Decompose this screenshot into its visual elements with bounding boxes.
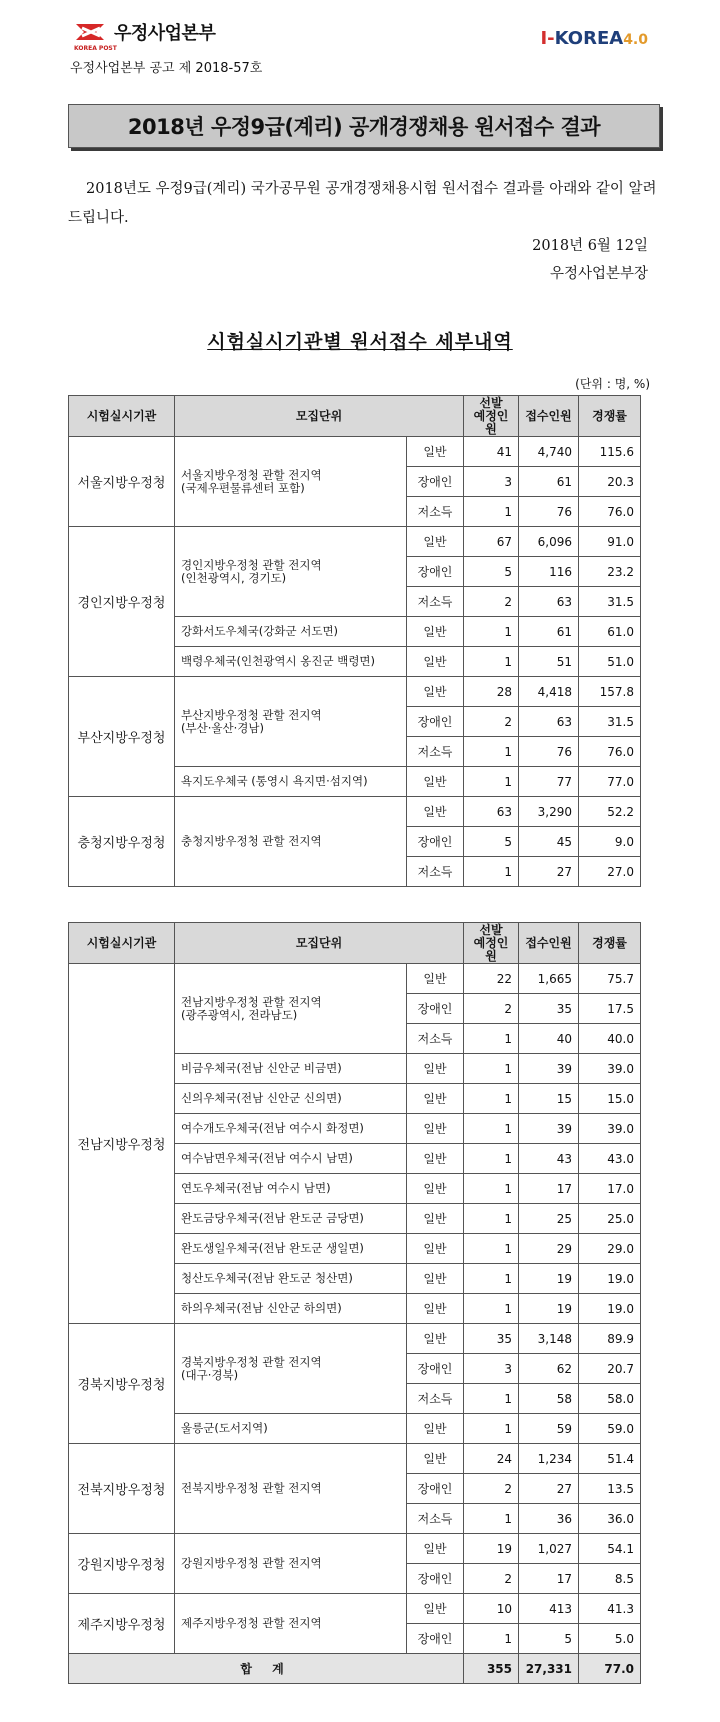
applicants-cell: 25 xyxy=(519,1204,579,1234)
type-cell: 저소득 xyxy=(407,587,464,617)
org-cell: 전남지방우정청 xyxy=(69,964,175,1324)
table-row xyxy=(69,797,641,827)
ratio-cell: 59.0 xyxy=(579,1414,641,1444)
type-cell: 저소득 xyxy=(407,1504,464,1534)
type-cell: 일반 xyxy=(407,527,464,557)
planned-cell: 1 xyxy=(464,1144,519,1174)
header-unit: 모집단위 xyxy=(175,923,464,964)
type-cell: 일반 xyxy=(407,437,464,467)
planned-cell: 67 xyxy=(464,527,519,557)
unit-cell: 완도금당우체국(전남 완도군 금당면) xyxy=(175,1204,407,1234)
type-cell: 장애인 xyxy=(407,1354,464,1384)
type-cell: 장애인 xyxy=(407,557,464,587)
total-planned: 355 xyxy=(464,1654,519,1684)
applicants-cell: 45 xyxy=(519,827,579,857)
applicants-cell: 59 xyxy=(519,1414,579,1444)
header-applicants: 접수인원 xyxy=(519,923,579,964)
unit-cell: 부산지방우정청 관할 전지역 (부산·울산·경남) xyxy=(175,677,407,767)
type-cell: 장애인 xyxy=(407,994,464,1024)
applicants-cell: 4,418 xyxy=(519,677,579,707)
document-body: 2018년도 우정9급(계리) 국가공무원 공개경쟁채용시험 원서접수 결과를 아래와 같이 알려드립니다. xyxy=(68,181,657,226)
planned-cell: 1 xyxy=(464,1414,519,1444)
applicants-cell: 36 xyxy=(519,1504,579,1534)
planned-cell: 1 xyxy=(464,1084,519,1114)
header-unit: 모집단위 xyxy=(175,396,464,437)
unit-cell: 경북지방우정청 관할 전지역 (대구·경북) xyxy=(175,1324,407,1414)
planned-cell: 1 xyxy=(464,1384,519,1414)
type-cell: 저소득 xyxy=(407,737,464,767)
header-org: 시험실시기관 xyxy=(69,396,175,437)
type-cell: 저소득 xyxy=(407,1024,464,1054)
document-date: 2018년 6월 12일 xyxy=(532,238,648,254)
ratio-cell: 8.5 xyxy=(579,1564,641,1594)
table-row xyxy=(69,1594,641,1624)
applicants-cell: 6,096 xyxy=(519,527,579,557)
table-row xyxy=(69,437,641,467)
type-cell: 장애인 xyxy=(407,707,464,737)
unit-cell: 울릉군(도서지역) xyxy=(175,1414,407,1444)
table-row xyxy=(69,1534,641,1564)
header-planned: 선발 예정인원 xyxy=(464,923,519,964)
planned-cell: 1 xyxy=(464,647,519,677)
applicants-cell: 1,027 xyxy=(519,1534,579,1564)
unit-cell: 전북지방우정청 관할 전지역 xyxy=(175,1444,407,1534)
ratio-cell: 43.0 xyxy=(579,1144,641,1174)
applicants-cell: 3,148 xyxy=(519,1324,579,1354)
type-cell: 일반 xyxy=(407,677,464,707)
unit-note: (단위 : 명, %) xyxy=(575,377,650,391)
ratio-cell: 31.5 xyxy=(579,587,641,617)
ratio-cell: 20.3 xyxy=(579,467,641,497)
type-cell: 일반 xyxy=(407,1534,464,1564)
notice-number: 우정사업본부 공고 제 2018-57호 xyxy=(70,61,263,76)
unit-cell: 경인지방우정청 관할 전지역 (인천광역시, 경기도) xyxy=(175,527,407,617)
total-ratio: 77.0 xyxy=(579,1654,641,1684)
header-ratio: 경쟁률 xyxy=(579,396,641,437)
planned-cell: 2 xyxy=(464,587,519,617)
ratio-cell: 61.0 xyxy=(579,617,641,647)
ratio-cell: 54.1 xyxy=(579,1534,641,1564)
applicants-cell: 19 xyxy=(519,1264,579,1294)
type-cell: 일반 xyxy=(407,767,464,797)
type-cell: 장애인 xyxy=(407,1474,464,1504)
applicants-cell: 5 xyxy=(519,1624,579,1654)
ratio-cell: 91.0 xyxy=(579,527,641,557)
applicants-cell: 76 xyxy=(519,497,579,527)
unit-cell: 전남지방우정청 관할 전지역 (광주광역시, 전라남도) xyxy=(175,964,407,1054)
applicants-cell: 17 xyxy=(519,1174,579,1204)
ratio-cell: 39.0 xyxy=(579,1114,641,1144)
ratio-cell: 76.0 xyxy=(579,737,641,767)
header-applicants: 접수인원 xyxy=(519,396,579,437)
type-cell: 일반 xyxy=(407,1414,464,1444)
applicants-cell: 76 xyxy=(519,737,579,767)
planned-cell: 5 xyxy=(464,557,519,587)
applicants-cell: 39 xyxy=(519,1114,579,1144)
table-header-row xyxy=(69,923,641,964)
type-cell: 장애인 xyxy=(407,1624,464,1654)
type-cell: 저소득 xyxy=(407,857,464,887)
applicants-cell: 61 xyxy=(519,617,579,647)
type-cell: 일반 xyxy=(407,1054,464,1084)
type-cell: 저소득 xyxy=(407,1384,464,1414)
type-cell: 일반 xyxy=(407,647,464,677)
type-cell: 일반 xyxy=(407,1594,464,1624)
ratio-cell: 15.0 xyxy=(579,1084,641,1114)
ratio-cell: 19.0 xyxy=(579,1294,641,1324)
table-row xyxy=(69,1324,641,1354)
table-row xyxy=(69,527,641,557)
results-table-1 xyxy=(68,395,641,887)
applicants-cell: 77 xyxy=(519,767,579,797)
applicants-cell: 40 xyxy=(519,1024,579,1054)
planned-cell: 28 xyxy=(464,677,519,707)
applicants-cell: 1,665 xyxy=(519,964,579,994)
applicants-cell: 35 xyxy=(519,994,579,1024)
unit-cell: 서울지방우정청 관할 전지역 (국제우편물류센터 포함) xyxy=(175,437,407,527)
i-korea-logo: I-KOREA4.0 xyxy=(540,28,648,49)
unit-cell: 완도생일우체국(전남 완도군 생일면) xyxy=(175,1234,407,1264)
results-table-2 xyxy=(68,922,641,1684)
applicants-cell: 15 xyxy=(519,1084,579,1114)
org-cell: 부산지방우정청 xyxy=(69,677,175,797)
planned-cell: 41 xyxy=(464,437,519,467)
document-signature: 우정사업본부장 xyxy=(549,266,648,282)
applicants-cell: 1,234 xyxy=(519,1444,579,1474)
type-cell: 일반 xyxy=(407,797,464,827)
type-cell: 일반 xyxy=(407,964,464,994)
planned-cell: 2 xyxy=(464,1564,519,1594)
ratio-cell: 41.3 xyxy=(579,1594,641,1624)
applicants-cell: 39 xyxy=(519,1054,579,1084)
header-org: 시험실시기관 xyxy=(69,923,175,964)
applicants-cell: 63 xyxy=(519,587,579,617)
applicants-cell: 3,290 xyxy=(519,797,579,827)
ratio-cell: 75.7 xyxy=(579,964,641,994)
unit-cell: 여수개도우체국(전남 여수시 화정면) xyxy=(175,1114,407,1144)
planned-cell: 1 xyxy=(464,497,519,527)
unit-cell: 충청지방우정청 관할 전지역 xyxy=(175,797,407,887)
planned-cell: 19 xyxy=(464,1534,519,1564)
ratio-cell: 89.9 xyxy=(579,1324,641,1354)
ratio-cell: 25.0 xyxy=(579,1204,641,1234)
planned-cell: 1 xyxy=(464,1174,519,1204)
ratio-cell: 31.5 xyxy=(579,707,641,737)
org-sub-label: KOREA POST xyxy=(74,45,117,52)
planned-cell: 63 xyxy=(464,797,519,827)
planned-cell: 1 xyxy=(464,1024,519,1054)
type-cell: 일반 xyxy=(407,1444,464,1474)
type-cell: 일반 xyxy=(407,1084,464,1114)
planned-cell: 2 xyxy=(464,994,519,1024)
planned-cell: 1 xyxy=(464,1234,519,1264)
ratio-cell: 40.0 xyxy=(579,1024,641,1054)
applicants-cell: 27 xyxy=(519,857,579,887)
planned-cell: 10 xyxy=(464,1594,519,1624)
total-row xyxy=(69,1654,641,1684)
planned-cell: 5 xyxy=(464,827,519,857)
type-cell: 일반 xyxy=(407,1114,464,1144)
org-cell: 경북지방우정청 xyxy=(69,1324,175,1444)
unit-cell: 하의우체국(전남 신안군 하의면) xyxy=(175,1294,407,1324)
type-cell: 장애인 xyxy=(407,1564,464,1594)
unit-cell: 비금우체국(전남 신안군 비금면) xyxy=(175,1054,407,1084)
org-cell: 강원지방우정청 xyxy=(69,1534,175,1594)
planned-cell: 1 xyxy=(464,767,519,797)
ratio-cell: 58.0 xyxy=(579,1384,641,1414)
applicants-cell: 43 xyxy=(519,1144,579,1174)
korea-post-emblem-icon xyxy=(74,18,108,46)
document-title: 2018년 우정9급(계리) 공개경쟁채용 원서접수 결과 xyxy=(68,104,660,148)
ratio-cell: 13.5 xyxy=(579,1474,641,1504)
type-cell: 장애인 xyxy=(407,467,464,497)
planned-cell: 35 xyxy=(464,1324,519,1354)
applicants-cell: 413 xyxy=(519,1594,579,1624)
unit-cell: 강화서도우체국(강화군 서도면) xyxy=(175,617,407,647)
ratio-cell: 9.0 xyxy=(579,827,641,857)
ratio-cell: 76.0 xyxy=(579,497,641,527)
ratio-cell: 5.0 xyxy=(579,1624,641,1654)
planned-cell: 3 xyxy=(464,467,519,497)
header-ratio: 경쟁률 xyxy=(579,923,641,964)
applicants-cell: 58 xyxy=(519,1384,579,1414)
section-title: 시험실시기관별 원서접수 세부내역 xyxy=(207,331,513,353)
org-cell: 전북지방우정청 xyxy=(69,1444,175,1534)
applicants-cell: 62 xyxy=(519,1354,579,1384)
ratio-cell: 17.0 xyxy=(579,1174,641,1204)
planned-cell: 3 xyxy=(464,1354,519,1384)
korea-post-logo xyxy=(74,18,215,46)
total-label: 합 계 xyxy=(69,1654,464,1684)
type-cell: 장애인 xyxy=(407,827,464,857)
planned-cell: 2 xyxy=(464,1474,519,1504)
unit-cell: 제주지방우정청 관할 전지역 xyxy=(175,1594,407,1654)
table-row xyxy=(69,1444,641,1474)
unit-cell: 여수남면우체국(전남 여수시 남면) xyxy=(175,1144,407,1174)
type-cell: 일반 xyxy=(407,617,464,647)
applicants-cell: 51 xyxy=(519,647,579,677)
org-name: 우정사업본부 xyxy=(114,23,216,44)
total-applicants: 27,331 xyxy=(519,1654,579,1684)
unit-cell: 강원지방우정청 관할 전지역 xyxy=(175,1534,407,1594)
unit-cell: 백령우체국(인천광역시 옹진군 백령면) xyxy=(175,647,407,677)
planned-cell: 1 xyxy=(464,617,519,647)
type-cell: 일반 xyxy=(407,1174,464,1204)
org-cell: 제주지방우정청 xyxy=(69,1594,175,1654)
ratio-cell: 51.4 xyxy=(579,1444,641,1474)
planned-cell: 1 xyxy=(464,1294,519,1324)
ratio-cell: 36.0 xyxy=(579,1504,641,1534)
org-cell: 경인지방우정청 xyxy=(69,527,175,677)
type-cell: 일반 xyxy=(407,1234,464,1264)
planned-cell: 1 xyxy=(464,1624,519,1654)
planned-cell: 1 xyxy=(464,1204,519,1234)
ratio-cell: 17.5 xyxy=(579,994,641,1024)
planned-cell: 1 xyxy=(464,857,519,887)
type-cell: 일반 xyxy=(407,1264,464,1294)
applicants-cell: 29 xyxy=(519,1234,579,1264)
applicants-cell: 4,740 xyxy=(519,437,579,467)
ratio-cell: 157.8 xyxy=(579,677,641,707)
ratio-cell: 29.0 xyxy=(579,1234,641,1264)
applicants-cell: 17 xyxy=(519,1564,579,1594)
table-row xyxy=(69,677,641,707)
planned-cell: 1 xyxy=(464,1114,519,1144)
applicants-cell: 61 xyxy=(519,467,579,497)
ratio-cell: 27.0 xyxy=(579,857,641,887)
ratio-cell: 51.0 xyxy=(579,647,641,677)
unit-cell: 욕지도우체국 (통영시 욕지면·섬지역) xyxy=(175,767,407,797)
type-cell: 일반 xyxy=(407,1144,464,1174)
unit-cell: 청산도우체국(전남 완도군 청산면) xyxy=(175,1264,407,1294)
type-cell: 일반 xyxy=(407,1294,464,1324)
table-row xyxy=(69,964,641,994)
applicants-cell: 27 xyxy=(519,1474,579,1504)
planned-cell: 1 xyxy=(464,1054,519,1084)
applicants-cell: 116 xyxy=(519,557,579,587)
ratio-cell: 115.6 xyxy=(579,437,641,467)
ratio-cell: 77.0 xyxy=(579,767,641,797)
unit-cell: 연도우체국(전남 여수시 남면) xyxy=(175,1174,407,1204)
planned-cell: 2 xyxy=(464,707,519,737)
planned-cell: 1 xyxy=(464,1504,519,1534)
ratio-cell: 23.2 xyxy=(579,557,641,587)
org-cell: 서울지방우정청 xyxy=(69,437,175,527)
table-header-row xyxy=(69,396,641,437)
header-planned: 선발 예정인원 xyxy=(464,396,519,437)
org-cell: 충청지방우정청 xyxy=(69,797,175,887)
ratio-cell: 52.2 xyxy=(579,797,641,827)
type-cell: 일반 xyxy=(407,1324,464,1354)
type-cell: 일반 xyxy=(407,1204,464,1234)
planned-cell: 24 xyxy=(464,1444,519,1474)
ratio-cell: 20.7 xyxy=(579,1354,641,1384)
planned-cell: 1 xyxy=(464,737,519,767)
ratio-cell: 19.0 xyxy=(579,1264,641,1294)
ratio-cell: 39.0 xyxy=(579,1054,641,1084)
planned-cell: 22 xyxy=(464,964,519,994)
planned-cell: 1 xyxy=(464,1264,519,1294)
type-cell: 저소득 xyxy=(407,497,464,527)
applicants-cell: 19 xyxy=(519,1294,579,1324)
applicants-cell: 63 xyxy=(519,707,579,737)
unit-cell: 신의우체국(전남 신안군 신의면) xyxy=(175,1084,407,1114)
